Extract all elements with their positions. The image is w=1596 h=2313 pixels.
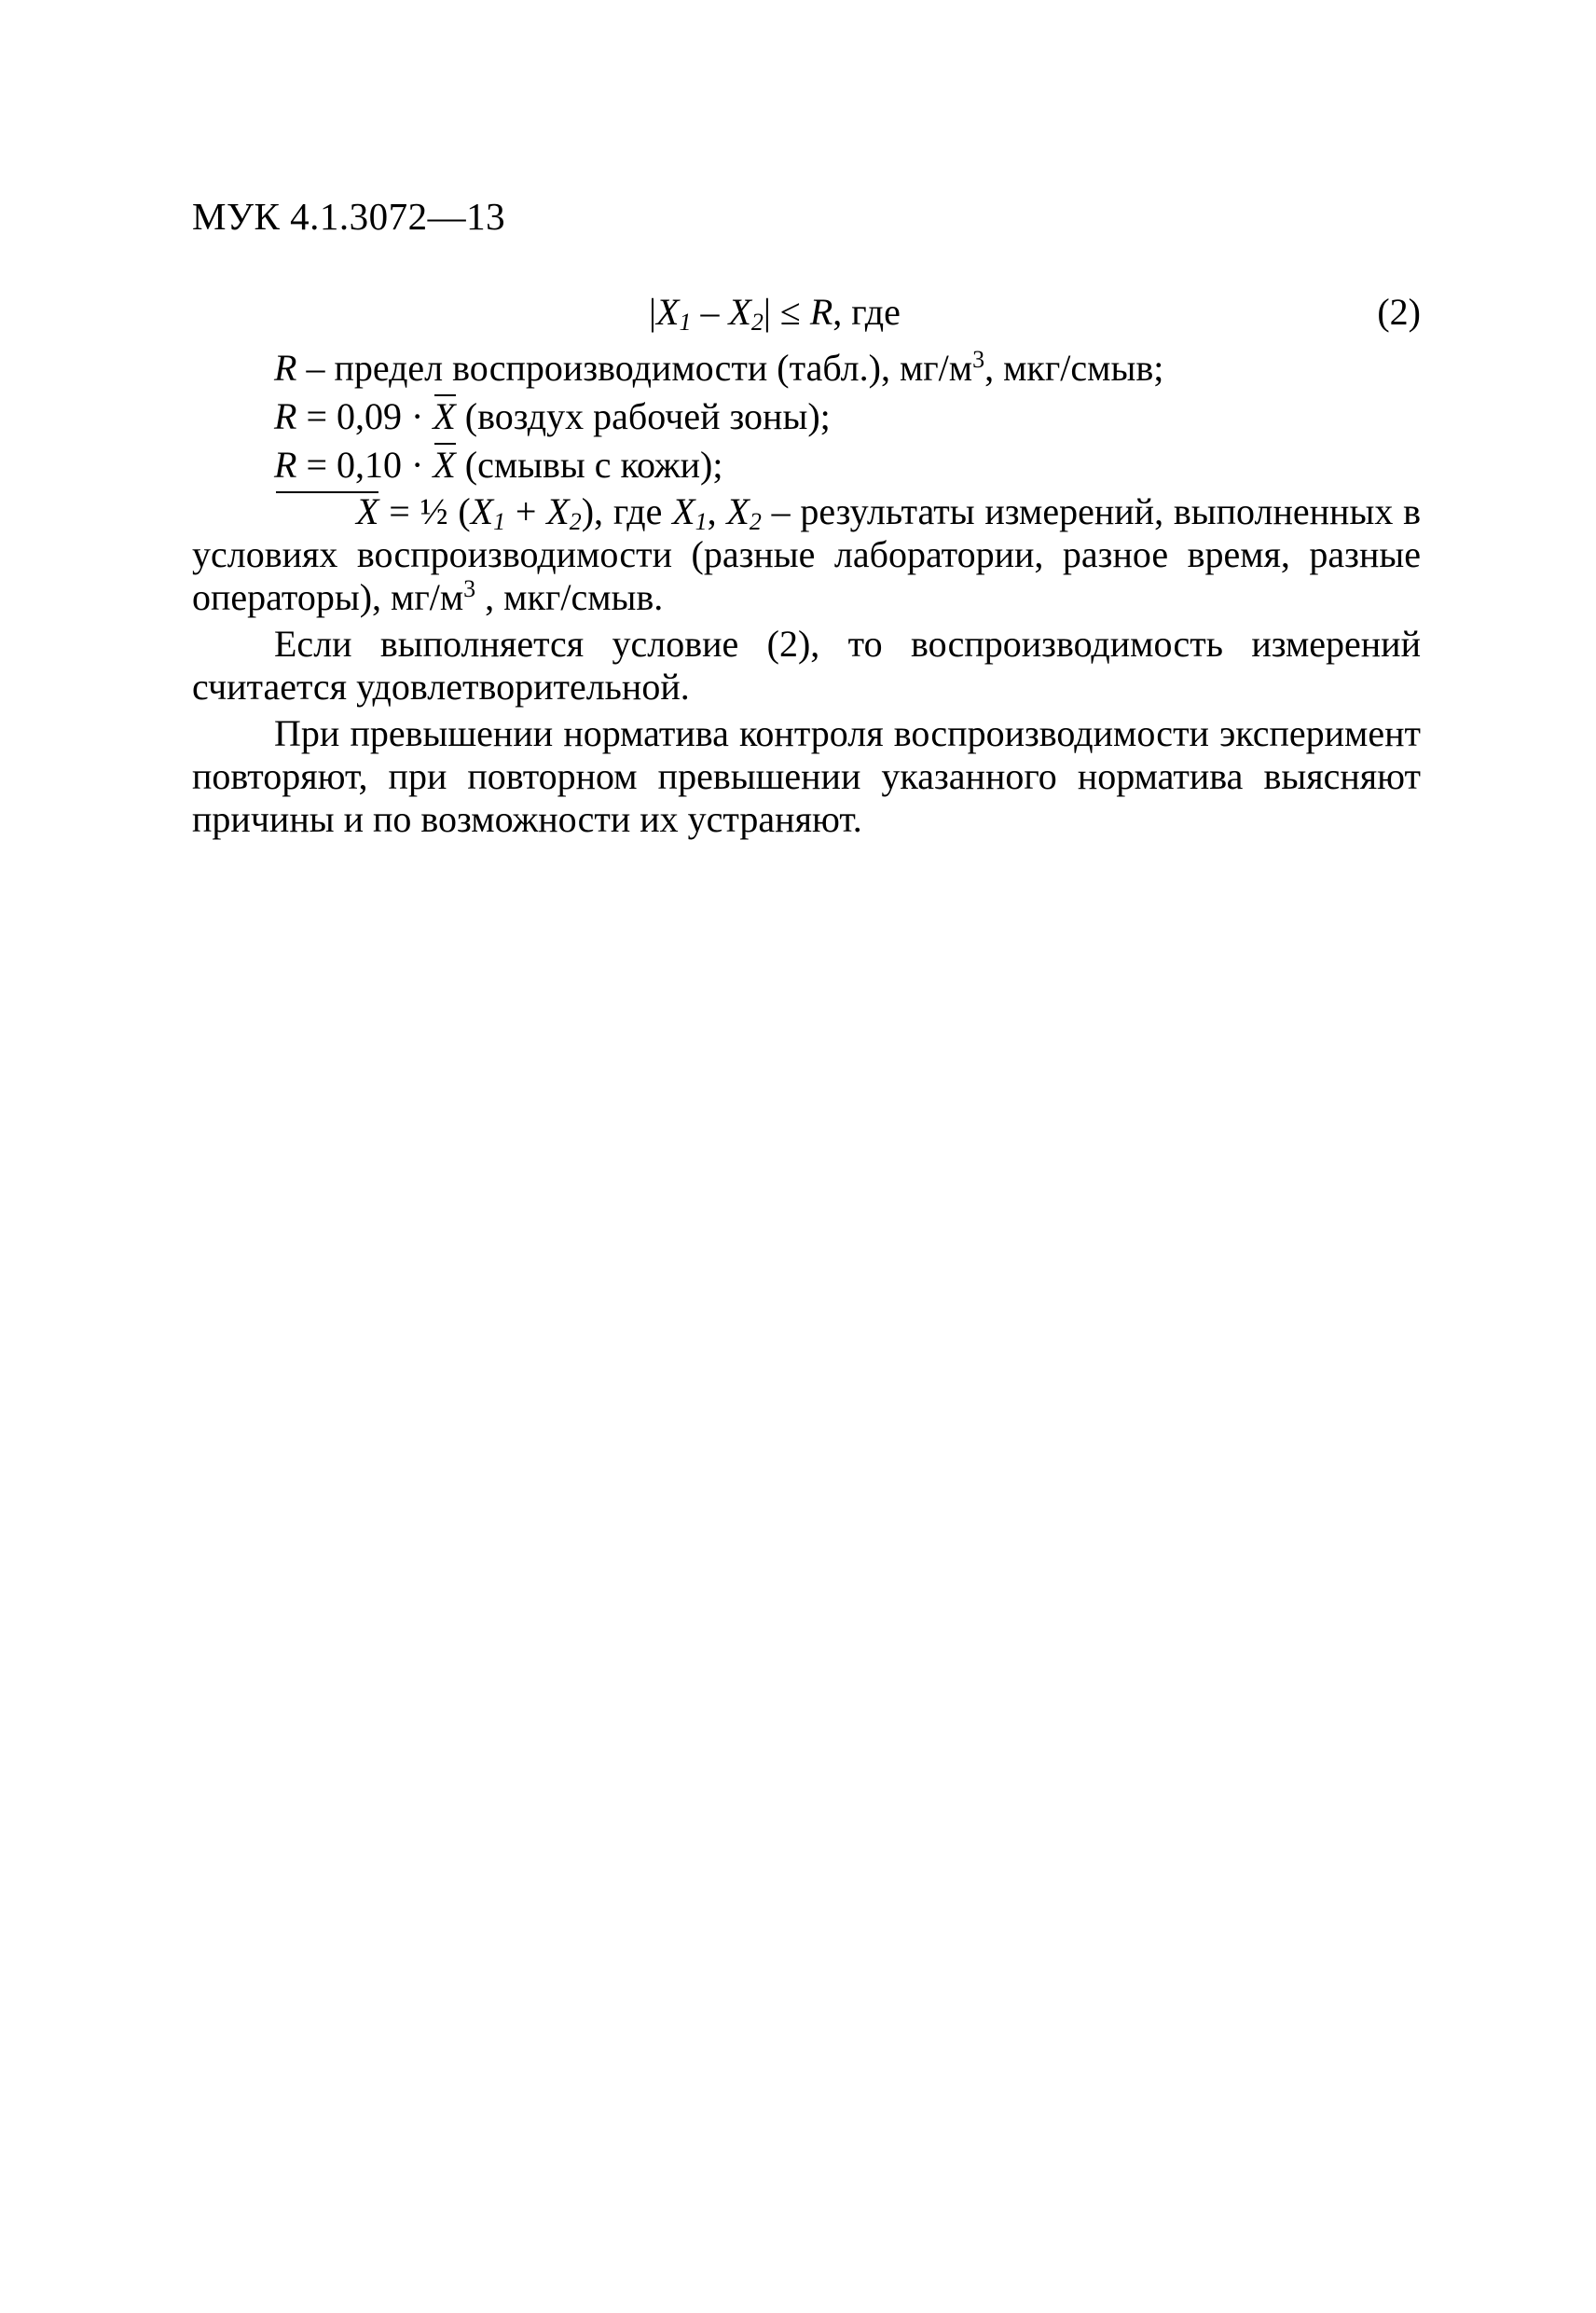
r-definition: R – предел воспроизводимости (табл.), $мг/м^3$, мкг/смыв; [274, 346, 1164, 389]
document-code: МУК 4.1.3072—13 [192, 195, 506, 238]
exceed-paragraph: При превышении норматива контроля воспроизводимости эксперимент повторяют, при повторном превышении указанного норматива выясняют причины и по возможности их устраняют. [192, 712, 1421, 840]
mean-definition-paragraph: X = ½ $(X_1 + X_2)$, где $X_1$, $X_2$ – результаты измерений, выполненных в условиях воспроизводимости (разные лаборатории, разное время, разные операторы), $мг/м^3$ , мкг/смыв. [192, 490, 1421, 618]
r-skin-formula: R = 0,10 · X (смывы с кожи); [192, 440, 1421, 489]
formula-2-number: (2) [1377, 291, 1421, 333]
condition-paragraph: Если выполняется условие (2), то воспроизводимость измерений считается удовлетворительной. [192, 623, 1421, 708]
formula-2 [192, 291, 1421, 345]
formula-2-expression: $|X_1 - X_2| \le R$, где [649, 291, 901, 336]
document-body [192, 291, 1421, 841]
r-air-formula: R = 0,09 · X (воздух рабочей зоны); [192, 392, 1421, 440]
